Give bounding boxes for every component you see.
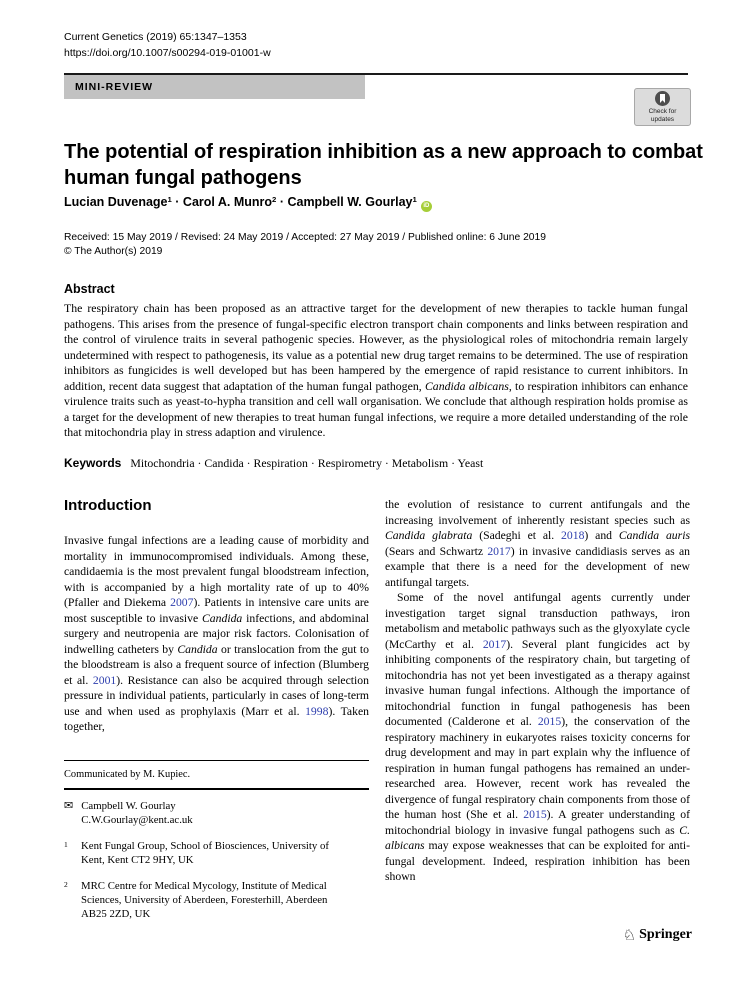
orcid-icon[interactable]: iD [421,201,432,212]
text-segment: (Sadeghi et al. [472,529,562,542]
check-for-updates-button[interactable] [634,88,691,126]
text-segment: ). Patients in intensive care units are most susceptible to invasive [64,596,369,625]
affiliation-1 [64,839,369,867]
text-segment: ). Resistance can also be acquired through selection pressure in individual patients, particularly in cases of long-term use and when used as prophylaxis (Marr et al. [64,673,369,718]
article-title: The potential of respiration inhibition as a new approach to combat human fungal pathogens [64,141,703,189]
citation-link[interactable]: 2001 [92,673,117,687]
springer-knight-icon: ♘ [622,926,637,944]
text-segment: 2 [272,195,277,205]
affiliation-2 [64,879,369,921]
text-segment: , to respiration inhibitors can enhance virulence traits such as yeast-to-hypha transition and cell wall organisation. We conclude that although respiration holds promise as a target for the development of new therapies to treat human fungal infections, we require a more detailed understanding of the role that mitochondria play in stress adaption and virulence. [64,378,688,439]
citation-link[interactable]: 2007 [170,596,194,609]
corresponding-email[interactable]: C.W.Gourlay@kent.ac.uk [81,814,193,826]
text-segment: Lucian Duvenage [64,195,168,209]
text-segment: · [276,195,288,209]
citation-link[interactable]: 1998 [305,704,329,718]
journal-citation: Current Genetics (2019) 65:1347–1353 [64,31,247,43]
text-segment: · [171,195,183,209]
text-segment: ) in invasive candidiasis serves as an example that there is a need for the development of new antifungal targets. [385,544,690,589]
right-column [385,497,690,885]
keywords-label: Keywords [64,456,122,470]
text-segment: the evolution of resistance to current antifungals and the increasing involvement of inherently resistant species such as [385,498,690,527]
publisher-logo [623,927,692,943]
affiliation-number: 2 [64,880,68,889]
text-segment: ), the conservation of the respiratory machinery in eukaryotes raises toxicity concerns for drug development and may in part explain why the influence of respiration in human fungal pathogens has remained an under-researched area. However, recent work has revealed the divergence of fungal respiratory chain components from those of the human host (She et al. [385,715,690,821]
text-segment: infections, and abdominal surgery and neutropenia are major risk factors. Colonisation of indwelling catheters by [64,611,369,656]
citation-link[interactable]: 2017 [487,544,511,558]
abstract-heading: Abstract [64,282,115,296]
text-segment: The respiratory chain has been proposed as an attractive target for the development of new therapies to tackle human fungal pathogens. This arises from the presence of fungal-specific electron transport chain components and links between respiration and the control of virulence traits in several pathogenic species. However, as the physiological roles of mitochondria remain largely undetermined with respect to pathogenesis, its value as a potential new drug target remains to be determined. The use of respiration inhibitors as fungicides is well developed but has been hampered by the emergence of rapid resistance to current inhibitors. In addition, recent data suggest that adaptation of the human fungal pathogen, [64,301,688,393]
text-segment: Carol A. Munro [182,195,273,209]
text-segment: C. albicans [385,823,690,852]
text-segment: Invasive fungal infections are a leading cause of morbidity and mortality in immunocompromised individuals. Among these, candidaemia is the most prevalent fungal bloodstream infection, with is accompanied by a high mortality rate of up to 40% (Pfaller and Diekema [64,534,369,609]
text-segment: Candida auris [618,529,690,542]
text-segment: ). Taken together, [64,704,369,733]
journal-header [64,30,271,61]
citation-link[interactable]: 2018 [561,529,585,542]
intro-paragraph-right-1 [385,497,690,590]
envelope-icon: ✉ [64,799,74,812]
keywords-items: Mitochondria · Candida · Respiration · Respirometry · Metabolism · Yeast [130,456,484,470]
text-segment: Candida [177,642,218,656]
citation-link[interactable]: 2015 [537,715,562,728]
text-segment: Candida [202,611,243,625]
text-segment: (Sears and Schwartz [385,544,488,558]
text-segment: may expose weaknesses that can be exploited for anti-fungal development. Indeed, respiration inhibition has been shown [385,839,690,883]
text-segment: ). A greater understanding of mitochondrial biology in invasive fungal pathogens such as [385,808,690,837]
footnote-rule-2 [64,788,369,790]
affiliation-text: MRC Centre for Medical Mycology, Institute of Medical Sciences, University of Aberdeen, Foresterhill, Aberdeen AB25 2ZD, UK [81,880,328,920]
intro-paragraph-left [64,533,369,735]
received-dates: Received: 15 May 2019 / Revised: 24 May 2019 / Accepted: 27 May 2019 / Published online: 6 June 2019 [64,232,546,243]
text-segment: ). Several plant fungicides act by inhibiting components of the respiratory chain, but targeting of mitochondria has not yet been investigated as a therapy against invasive human fungal infections. Although the importance of mitochondrial function in fungal pathogenesis has been documented (Calderone et al. [385,637,690,728]
text-segment: 1 [167,195,172,205]
introduction-heading: Introduction [64,497,152,514]
affiliation-number: 1 [64,840,68,849]
publisher-name: Springer [639,927,692,942]
communicated-by: Communicated by M. Kupiec. [64,769,191,780]
citation-link[interactable]: 2015 [523,808,547,821]
correspondence [64,799,369,827]
abstract-text [64,301,688,441]
footnote-block [64,760,369,921]
article-history [64,231,546,260]
text-segment: Candida albicans [424,378,509,393]
text-segment: Some of the novel antifungal agents currently under investigation target signal transduction pathways, iron metabolism and metabolic pathways such as the glyoxylate cycle (McCarthy et al. [385,591,690,651]
intro-paragraph-right-2 [385,590,690,885]
text-segment: Candida glabrata [385,529,473,542]
keywords-line [64,456,688,471]
affiliation-text: Kent Fungal Group, School of Biosciences, University of Kent, Kent CT2 9HY, UK [81,840,329,866]
crossmark-icon [655,91,670,106]
text-segment: ) and [584,529,619,542]
corresponding-author: Campbell W. Gourlay [81,800,176,812]
copyright-line: © The Author(s) 2019 [64,246,163,258]
bookmark-pin-icon [660,94,665,103]
check-for-updates-label: Check for updates [648,108,677,123]
text-segment: Campbell W. Gourlay [287,195,413,209]
author-list [64,195,432,212]
citation-link[interactable]: 2017 [482,637,507,651]
text-segment: or translocation from the gut to the bloodstream is also a frequent source of infection (Blumberg et al. [64,642,369,687]
article-type-badge: MINI-REVIEW [64,75,365,99]
text-segment: 1 [412,195,417,205]
footnote-rule [64,760,369,761]
abstract-section [64,282,688,441]
doi-link[interactable]: https://doi.org/10.1007/s00294-019-01001-w [64,46,271,59]
